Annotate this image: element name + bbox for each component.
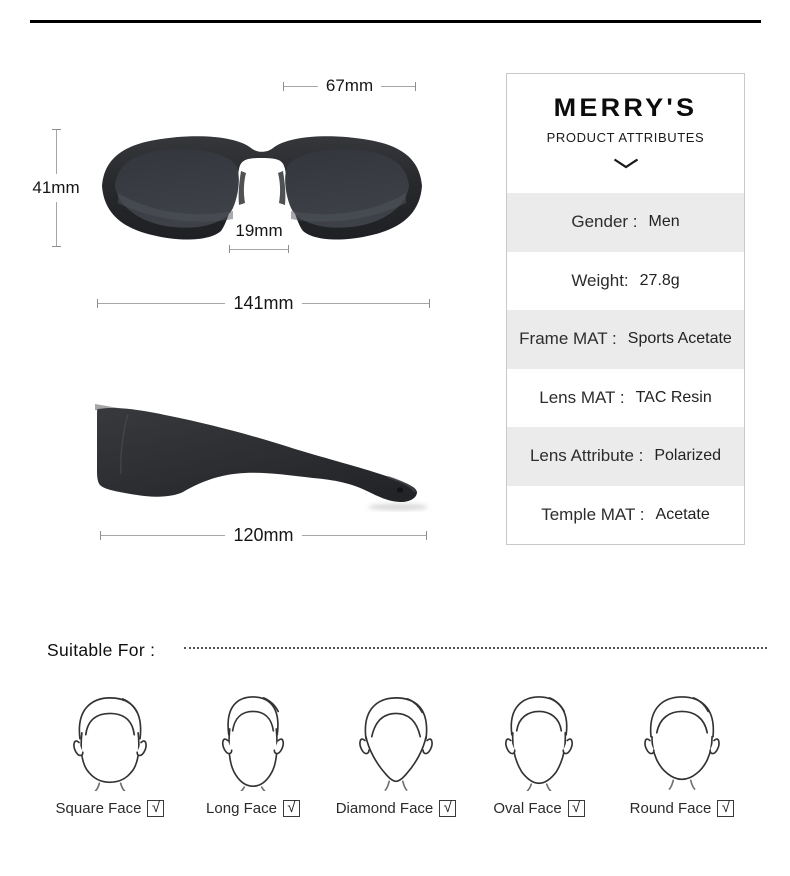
check-icon: √ [721, 799, 730, 816]
attribute-label: Temple MAT : [541, 504, 645, 524]
attribute-row-lens-material [507, 369, 744, 428]
attribute-row-temple-material [507, 486, 744, 545]
diamond-face-illustration [352, 694, 440, 791]
attribute-label: Gender : [571, 212, 638, 232]
dimension-line [302, 303, 429, 304]
temple-screw-hole [397, 487, 403, 492]
face-type-square [40, 694, 180, 817]
face-type-diamond [326, 694, 466, 817]
dimension-tick [288, 245, 289, 253]
product-attributes-panel [506, 73, 745, 545]
brand-logo: MERRY'S [553, 94, 698, 122]
long-face-illustration [209, 694, 297, 791]
dimension-lens-width [283, 77, 416, 95]
check-icon: √ [443, 799, 452, 816]
attribute-value: Polarized [654, 447, 722, 465]
check-icon: √ [287, 799, 296, 816]
dimension-temple-length [100, 525, 427, 545]
dimension-line [56, 202, 57, 246]
check-icon: √ [572, 799, 581, 816]
top-divider [30, 20, 761, 23]
face-label: Round Face [629, 800, 712, 817]
dimension-label: 67mm [325, 76, 374, 95]
chevron-down-icon [613, 158, 639, 169]
dimension-tick [426, 531, 427, 540]
dimension-tick [429, 299, 430, 308]
dotted-divider [184, 647, 767, 649]
sunglasses-side-view-image [95, 400, 435, 512]
dimension-line [101, 535, 225, 536]
attribute-row-gender [507, 193, 744, 252]
dimension-label: 19mm [235, 221, 283, 240]
dimension-line [98, 303, 225, 304]
dimension-line [284, 86, 318, 87]
dimension-line [302, 535, 426, 536]
face-label: Square Face [55, 800, 142, 817]
temple-tip-shadow [368, 504, 428, 511]
long-face-checkbox [283, 800, 300, 817]
attribute-row-weight [507, 252, 744, 311]
dimension-tick [415, 82, 416, 91]
oval-face-illustration [495, 694, 583, 791]
attribute-label: Lens Attribute : [529, 446, 644, 466]
attribute-label: Lens MAT : [539, 387, 625, 407]
face-type-oval [469, 694, 609, 817]
face-label: Oval Face [493, 800, 562, 817]
dimension-tick [52, 246, 61, 247]
dimension-line [56, 130, 57, 174]
square-face-checkbox [147, 800, 164, 817]
attribute-value: Sports Acetate [627, 330, 732, 348]
face-shapes-row [40, 694, 752, 817]
attribute-value: Acetate [655, 505, 710, 523]
oval-face-checkbox [568, 800, 585, 817]
attribute-label: Frame MAT : [519, 329, 617, 349]
dimension-label: 120mm [233, 524, 294, 545]
diamond-face-checkbox [439, 800, 456, 817]
dimension-label: 41mm [32, 178, 80, 197]
square-face-illustration [66, 694, 154, 791]
dimension-line [229, 245, 289, 253]
round-face-illustration [638, 694, 726, 791]
dimension-label: 141mm [233, 292, 294, 313]
attribute-value: 27.8g [639, 271, 680, 289]
face-type-long [183, 694, 323, 817]
face-label: Long Face [206, 800, 277, 817]
panel-header [507, 74, 744, 193]
suitable-for-heading: Suitable For : [47, 640, 156, 660]
attribute-label: Weight: [571, 270, 629, 290]
face-label: Diamond Face [335, 800, 434, 817]
attribute-rows [507, 193, 744, 544]
dimension-lens-height [32, 129, 80, 247]
attribute-row-lens-attribute [507, 427, 744, 486]
face-type-round [612, 694, 752, 817]
dimension-line [381, 86, 415, 87]
dimension-frame-width [97, 293, 430, 313]
attribute-value: TAC Resin [635, 388, 712, 406]
check-icon: √ [151, 799, 161, 816]
attribute-row-frame-material [507, 310, 744, 369]
attribute-value: Men [648, 213, 680, 231]
dimension-bridge-width [229, 221, 289, 253]
round-face-checkbox [717, 800, 734, 817]
panel-title: PRODUCT ATTRIBUTES [546, 130, 705, 145]
